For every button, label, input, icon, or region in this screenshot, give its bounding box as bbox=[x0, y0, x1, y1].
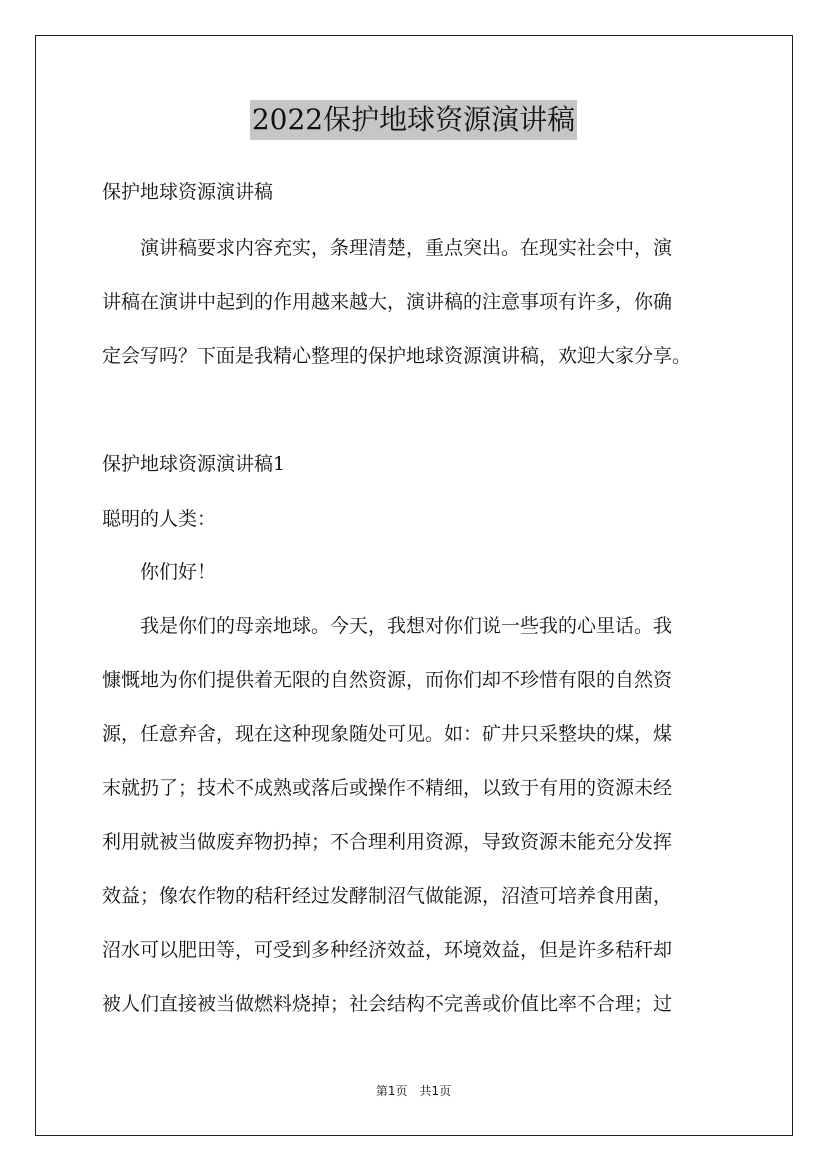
intro-paragraph bbox=[102, 221, 742, 383]
intro-line: 讲稿在演讲中起到的作用越来越大，演讲稿的注意事项有许多，你确 bbox=[102, 291, 673, 313]
intro-line: 演讲稿要求内容充实，条理清楚，重点突出。在现实社会中，演 bbox=[102, 237, 673, 259]
body-line: 我是你们的母亲地球。今天，我想对你们说一些我的心里话。我 bbox=[102, 615, 673, 637]
body-line: 沼水可以肥田等，可受到多种经济效益，环境效益，但是许多秸秆却 bbox=[102, 939, 673, 961]
body-line: 末就扔了；技术不成熟或落后或操作不精细，以致于有用的资源未经 bbox=[102, 777, 673, 799]
intro-line: 定会写吗？下面是我精心整理的保护地球资源演讲稿，欢迎大家分享。 bbox=[102, 345, 692, 367]
heading-2-text: 保护地球资源演讲稿1 bbox=[102, 453, 286, 475]
body-line: 被人们直接被当做燃料烧掉；社会结构不完善或价值比率不合理；过 bbox=[102, 993, 673, 1015]
title-container bbox=[0, 100, 827, 140]
document-title: 2022保护地球资源演讲稿 bbox=[250, 100, 577, 140]
heading-1 bbox=[102, 178, 742, 206]
salutation bbox=[102, 505, 742, 533]
body-line: 效益；像农作物的秸秆经过发酵制沼气做能源，沼渣可培养食用菌， bbox=[102, 885, 673, 907]
body-line: 源，任意弃舍，现在这种现象随处可见。如：矿井只采整块的煤，煤 bbox=[102, 723, 673, 745]
salutation-text: 聪明的人类： bbox=[102, 508, 217, 530]
greeting-text: 你们好！ bbox=[102, 561, 217, 583]
heading-1-text: 保护地球资源演讲稿 bbox=[102, 181, 274, 203]
body-line: 利用就被当做废弃物扔掉；不合理利用资源，导致资源未能充分发挥 bbox=[102, 831, 673, 853]
heading-2 bbox=[102, 450, 742, 478]
body-paragraph bbox=[102, 599, 742, 1031]
body-line: 慷慨地为你们提供着无限的自然资源，而你们却不珍惜有限的自然资 bbox=[102, 669, 673, 691]
greeting bbox=[102, 545, 742, 599]
page-footer: 第1页 共1页 bbox=[375, 1084, 452, 1098]
